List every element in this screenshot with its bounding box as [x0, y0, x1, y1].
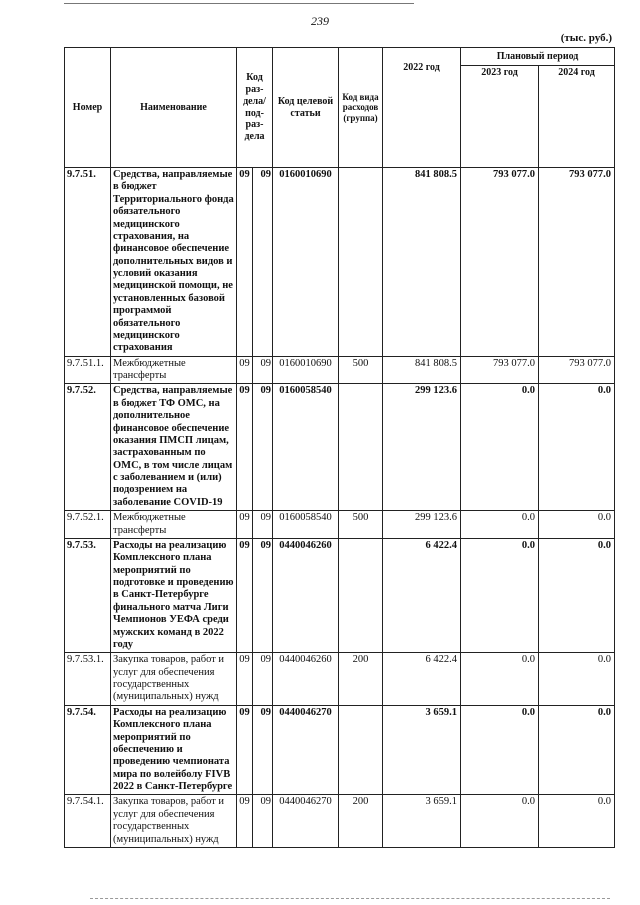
header-planned-period: Плановый период — [461, 48, 615, 66]
row-section: 09 — [237, 356, 253, 384]
row-2022: 3 659.1 — [383, 795, 461, 848]
row-2022: 3 659.1 — [383, 705, 461, 795]
row-target-code: 0160058540 — [273, 384, 339, 511]
row-target-code: 0160058540 — [273, 511, 339, 539]
units-label: (тыс. руб.) — [560, 32, 612, 44]
row-section: 09 — [237, 168, 253, 357]
header-name: Наименование — [111, 48, 237, 168]
row-2023: 793 077.0 — [461, 168, 539, 357]
row-number: 9.7.52.1. — [65, 511, 111, 539]
table-row — [65, 356, 615, 384]
table-row — [65, 538, 615, 652]
row-target-code: 0440046260 — [273, 538, 339, 652]
row-2023: 0.0 — [461, 653, 539, 706]
row-target-code: 0440046260 — [273, 653, 339, 706]
row-target-code: 0440046270 — [273, 705, 339, 795]
row-subsection: 09 — [253, 356, 273, 384]
bottom-rule — [90, 898, 610, 899]
row-2022: 6 422.4 — [383, 538, 461, 652]
row-2024: 0.0 — [539, 538, 615, 652]
row-expense-type: 200 — [339, 653, 383, 706]
row-expense-type: 500 — [339, 356, 383, 384]
row-subsection: 09 — [253, 168, 273, 357]
row-target-code: 0160010690 — [273, 356, 339, 384]
row-section: 09 — [237, 653, 253, 706]
row-section: 09 — [237, 384, 253, 511]
row-2022: 841 808.5 — [383, 356, 461, 384]
row-2024: 0.0 — [539, 511, 615, 539]
row-2023: 0.0 — [461, 511, 539, 539]
header-2023: 2023 год — [461, 66, 539, 168]
row-number: 9.7.52. — [65, 384, 111, 511]
row-section: 09 — [237, 538, 253, 652]
row-section: 09 — [237, 795, 253, 848]
row-section: 09 — [237, 511, 253, 539]
row-subsection: 09 — [253, 384, 273, 511]
row-expense-type — [339, 538, 383, 652]
row-number: 9.7.51.1. — [65, 356, 111, 384]
table-body — [65, 168, 615, 848]
row-number: 9.7.54. — [65, 705, 111, 795]
row-subsection: 09 — [253, 653, 273, 706]
top-rule — [64, 3, 414, 4]
table-row — [65, 795, 615, 848]
page-number: 239 — [311, 14, 329, 28]
row-2023: 0.0 — [461, 705, 539, 795]
header-2022: 2022 год — [383, 48, 461, 168]
row-name: Расходы на реализацию Комплексного плана мероприятий по обеспечению и проведению чемпионата мира по волейболу FIVB 2022 в Санкт-Петербурге — [111, 705, 237, 795]
row-name: Межбюджетные трансферты — [111, 511, 237, 539]
row-target-code: 0160010690 — [273, 168, 339, 357]
header-2024: 2024 год — [539, 66, 615, 168]
row-subsection: 09 — [253, 511, 273, 539]
row-expense-type: 500 — [339, 511, 383, 539]
row-name: Расходы на реализацию Комплексного плана мероприятий по подготовке и проведению в Санкт-Петербурге финального матча Лиги Чемпионов УЕФА среди мужских команд в 2022 году — [111, 538, 237, 652]
row-expense-type — [339, 168, 383, 357]
row-2022: 841 808.5 — [383, 168, 461, 357]
row-subsection: 09 — [253, 795, 273, 848]
row-section: 09 — [237, 705, 253, 795]
row-name: Средства, направляемые в бюджет ТФ ОМС, на дополнительное финансовое обеспечение оказания ПМСП лицам, застрахованным по ОМС, в том числе лицам с заболеванием и (или) подозрением на заболевание COVID-19 — [111, 384, 237, 511]
row-2024: 793 077.0 — [539, 168, 615, 357]
row-expense-type — [339, 705, 383, 795]
row-subsection: 09 — [253, 538, 273, 652]
row-2024: 0.0 — [539, 653, 615, 706]
row-name: Межбюджетные трансферты — [111, 356, 237, 384]
row-2024: 793 077.0 — [539, 356, 615, 384]
table-row — [65, 653, 615, 706]
budget-table — [64, 47, 615, 848]
row-expense-type — [339, 384, 383, 511]
row-2023: 0.0 — [461, 384, 539, 511]
table-row — [65, 705, 615, 795]
row-2024: 0.0 — [539, 795, 615, 848]
row-name: Закупка товаров, работ и услуг для обеспечения государственных (муниципальных) нужд — [111, 795, 237, 848]
row-expense-type: 200 — [339, 795, 383, 848]
row-target-code: 0440046270 — [273, 795, 339, 848]
row-subsection: 09 — [253, 705, 273, 795]
row-2022: 299 123.6 — [383, 384, 461, 511]
row-2024: 0.0 — [539, 705, 615, 795]
header-section: Код раз-дела/ под-раз-дела — [237, 48, 273, 168]
table-row — [65, 168, 615, 357]
row-name: Средства, направляемые в бюджет Территориального фонда обязательного медицинского страхования, на финансовое обеспечение дополнительных видов и условий оказания медицинской помощи, не установленных базовой программой обязательного медицинского страхования — [111, 168, 237, 357]
row-name: Закупка товаров, работ и услуг для обеспечения государственных (муниципальных) нужд — [111, 653, 237, 706]
table-row — [65, 511, 615, 539]
row-2023: 0.0 — [461, 795, 539, 848]
row-2024: 0.0 — [539, 384, 615, 511]
row-number: 9.7.53.1. — [65, 653, 111, 706]
row-2023: 0.0 — [461, 538, 539, 652]
row-number: 9.7.54.1. — [65, 795, 111, 848]
header-target: Код целевой статьи — [273, 48, 339, 168]
row-2023: 793 077.0 — [461, 356, 539, 384]
header-number: Номер — [65, 48, 111, 168]
row-number: 9.7.51. — [65, 168, 111, 357]
row-2022: 6 422.4 — [383, 653, 461, 706]
header-expense-type: Код вида расходов (группа) — [339, 48, 383, 168]
row-number: 9.7.53. — [65, 538, 111, 652]
table-row — [65, 384, 615, 511]
row-2022: 299 123.6 — [383, 511, 461, 539]
